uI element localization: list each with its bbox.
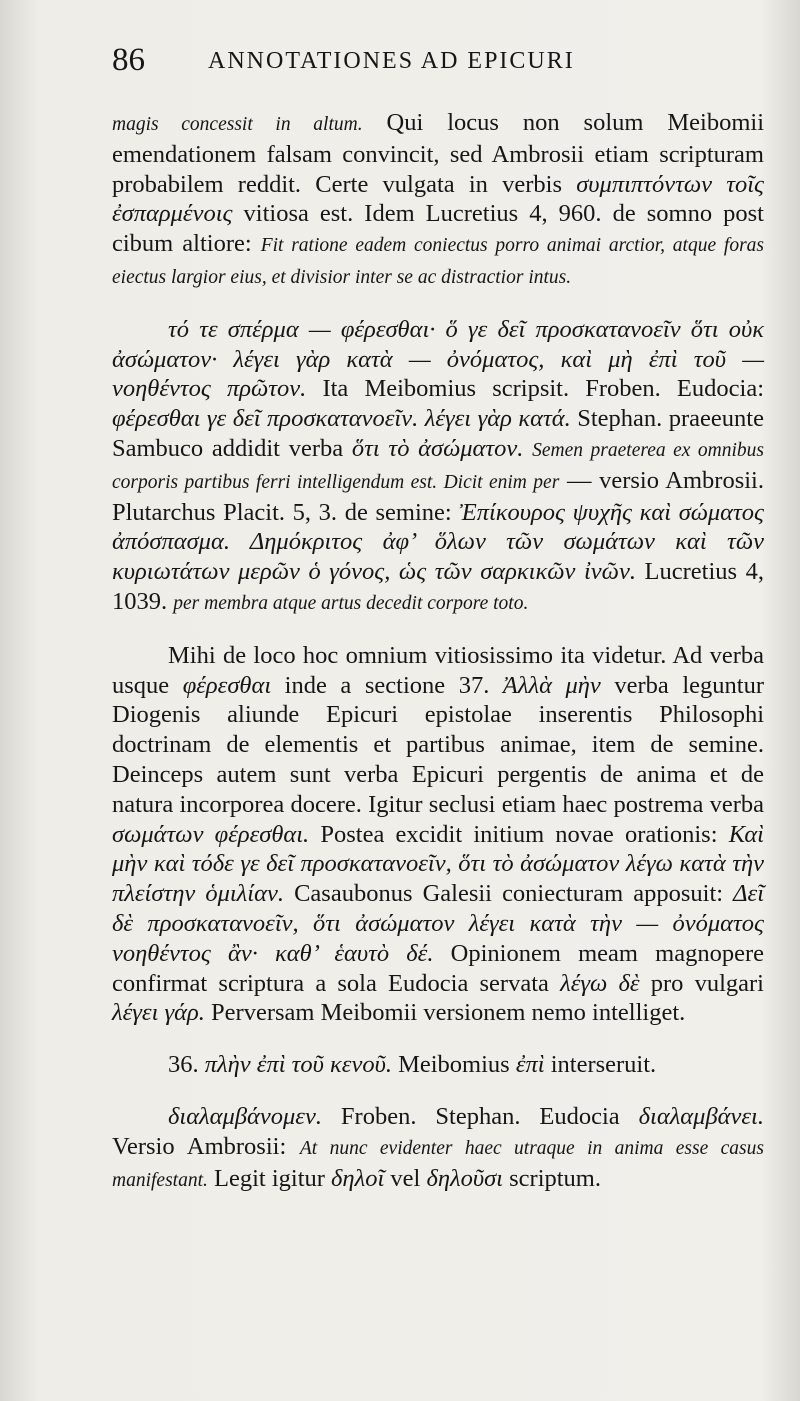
italic-text: per membra atque artus decedit corpore toto. xyxy=(173,592,529,614)
roman-text: Froben. Stephan. Eudocia xyxy=(321,1102,639,1130)
roman-text: Ita Meibomius scripsit. Froben. Eudocia: xyxy=(306,375,765,403)
running-head: ANNOTATIONES AD EPICURI xyxy=(208,48,575,74)
roman-text: pro vulgari xyxy=(639,969,764,997)
greek-text: φέρεσθαι γε δεῖ προσκατανοεῖν. λέγει γὰρ κατά. xyxy=(112,405,571,433)
greek-text: λέγει γάρ. xyxy=(112,999,205,1027)
roman-text: Versio Ambrosii: xyxy=(112,1132,300,1160)
paragraph xyxy=(112,108,764,293)
greek-text: διαλαμβάνει. xyxy=(638,1102,764,1130)
greek-text: Ἀλλὰ μὴν xyxy=(502,671,601,699)
greek-text: πλὴν ἐπὶ τοῦ κενοῦ. xyxy=(204,1051,392,1079)
roman-text: Postea excidit initium novae orationis: xyxy=(309,820,729,848)
paragraph xyxy=(112,1050,764,1080)
roman-text: Mihi de loco hoc omnium vitiosissimo ita videtur. Ad verba usque xyxy=(112,641,764,699)
roman-text xyxy=(523,435,532,462)
roman-text: Perversam Meibomii versionem nemo intelliget. xyxy=(204,999,686,1027)
paragraph xyxy=(112,641,764,1028)
roman-text: Opinionem meam magnopere confirmat scriptura a sola Eudocia servata xyxy=(112,939,764,997)
greek-text: σωμάτων φέρεσθαι. xyxy=(112,820,310,848)
greek-text: Καὶ μὴν καὶ τόδε γε δεῖ προσκατανοεῖν, ὅτι τὸ ἀσώματον λέγω κατὰ τὴν πλείστην ὁμιλίαν. xyxy=(112,820,764,908)
italic-text: Semen praeterea ex omnibus corporis partibus ferri intelligendum est. Dicit enim per xyxy=(112,439,765,493)
italic-text: magis concessit in altum. xyxy=(112,114,363,135)
roman-text: 36. xyxy=(168,1051,205,1079)
greek-text: δηλοῖ xyxy=(331,1164,385,1192)
roman-text: inde a sectione 37. xyxy=(271,671,503,699)
body-text xyxy=(112,108,764,1195)
roman-text: Qui locus non solum Meibomii emendationem falsam convincit, sed Ambrosii etiam scripturam probabilem reddit. Certe vulgata in verbis xyxy=(112,109,764,198)
greek-text: ὅτι τὸ ἀσώματον. xyxy=(351,434,524,462)
roman-text: vel xyxy=(384,1164,427,1192)
roman-text: vitiosa est. Idem Lucretius 4, 960. de somno post cibum altiore: xyxy=(112,200,764,258)
greek-text: Ἐπίκουρος ψυχῆς καὶ σώματος ἀπόσπασμα. Δημόκριτος ἀφ’ ὅλων τῶν σωμάτων καὶ τῶν κυριωτάτων μερῶν ὁ γόνος, ὡς τῶν σαρκικῶν ἰνῶν. xyxy=(112,498,764,586)
greek-text: διαλαμβάνομεν. xyxy=(168,1102,322,1130)
page-number: 86 xyxy=(112,42,145,78)
roman-text: verba leguntur Diogenis aliunde Epicuri epistolae inserentis Philosophi doctrinam de elementis et partibus animae, item de semine. Deinceps autem sunt verba Epicuri pergentis de anima et de natura incorporea docere. Igitur seclusi etiam haec postrema verba xyxy=(112,671,764,818)
italic-text: At nunc evidenter haec utraque in anima esse casus manifestant. xyxy=(112,1137,764,1191)
roman-text: scriptum. xyxy=(503,1164,601,1192)
greek-text: ἐπὶ xyxy=(515,1051,545,1079)
greek-text: Δεῖ δὲ προσκατανοεῖν, ὅτι ἀσώματον λέγει κατὰ τὴν — ὀνόματος νοηθέντος ἂν· καθ’ ἑαυτὸ δέ. xyxy=(112,880,765,967)
roman-text: Stephan. praeeunte Sambuco addidit verba xyxy=(112,405,764,462)
greek-text: τό τε σπέρμα — φέρεσθαι· ὅ γε δεῖ προσκατανοεῖν ὅτι οὐκ ἀσώματον· λέγει γὰρ κατὰ — ὀνόματος, καὶ μὴ ἐπὶ τοῦ — νοηθέντος πρῶτον. xyxy=(112,315,764,403)
roman-text: Lucretius 4, 1039. xyxy=(112,558,764,615)
roman-text: Legit igitur xyxy=(207,1164,332,1192)
paragraph xyxy=(112,315,764,619)
greek-text: συμπιπτόντων τοῖς ἐσπαρμένοις xyxy=(112,170,764,228)
page-header xyxy=(112,42,772,86)
greek-text: λέγω δὲ xyxy=(560,969,640,997)
paragraph xyxy=(112,1102,764,1195)
italic-text: Fit ratione eadem coniectus porro animai arctior, atque foras eiectus largior eius, et divisior inter se ac distractior intus. xyxy=(112,235,764,288)
roman-text: — versio Ambrosii. Plutarchus Placit. 5, 3. de semine: xyxy=(112,466,764,526)
roman-text: Casaubonus Galesii coniecturam apposuit: xyxy=(283,880,734,908)
greek-text: φέρεσθαι xyxy=(182,671,272,699)
roman-text: interseruit. xyxy=(544,1051,657,1079)
greek-text: δηλοῦσι xyxy=(426,1164,503,1192)
roman-text: Meibomius xyxy=(391,1051,516,1079)
